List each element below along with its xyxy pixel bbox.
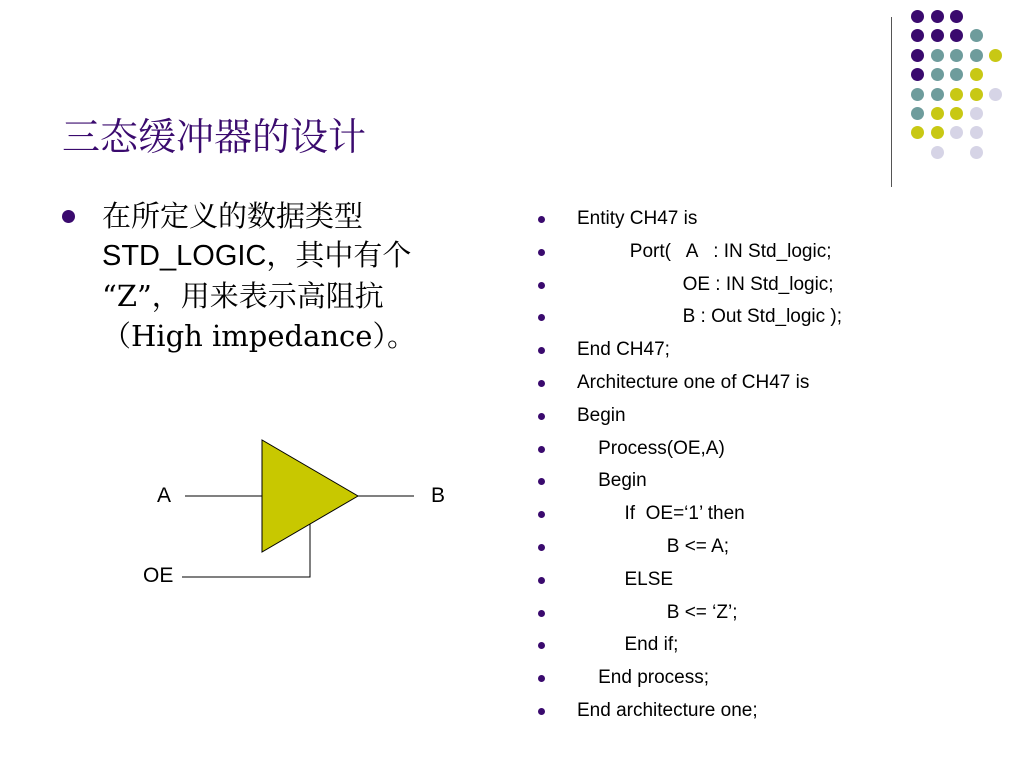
vhdl-code-list — [538, 203, 1008, 728]
round-bullet-icon — [538, 708, 545, 715]
code-line-text: B : Out Std_logic ); — [577, 306, 843, 328]
output-label-b: B — [431, 484, 446, 507]
decorative-dot — [911, 88, 924, 101]
code-line-text: ELSE — [577, 568, 674, 590]
decorative-dot — [950, 88, 963, 101]
code-line — [538, 498, 1008, 531]
round-bullet-icon — [538, 380, 545, 387]
code-line — [538, 695, 1008, 728]
decorative-dot — [931, 68, 944, 81]
round-bullet-icon — [538, 544, 545, 551]
decorative-dot — [950, 49, 963, 62]
code-line — [538, 662, 1008, 695]
decorative-dot — [970, 49, 983, 62]
decorative-dot — [989, 88, 1002, 101]
code-line — [538, 301, 1008, 334]
round-bullet-icon — [538, 675, 545, 682]
decorative-dot — [911, 29, 924, 42]
decorative-dot — [931, 29, 944, 42]
decorative-dot — [989, 49, 1002, 62]
decorative-dot — [950, 68, 963, 81]
code-line — [538, 629, 1008, 662]
decorative-dot — [950, 29, 963, 42]
decorative-dot — [970, 29, 983, 42]
code-line-text: Begin — [577, 404, 626, 426]
dot-grid-decoration — [900, 10, 1010, 170]
round-bullet-icon — [538, 511, 545, 518]
code-line — [538, 236, 1008, 269]
input-label-a: A — [157, 484, 172, 507]
tristate-buffer-icon — [130, 430, 430, 600]
decorative-dot — [950, 10, 963, 23]
round-bullet-icon — [538, 314, 545, 321]
code-line-text: B <= ‘Z’; — [577, 601, 738, 623]
enable-label-oe: OE — [143, 564, 174, 587]
decorative-dot — [970, 146, 983, 159]
decorative-dot — [931, 88, 944, 101]
round-bullet-icon — [538, 577, 545, 584]
description-line-1: 在所定义的数据类型 — [102, 199, 364, 233]
decorative-dot — [970, 107, 983, 120]
code-line-text: Entity CH47 is — [577, 208, 698, 229]
round-bullet-icon — [538, 216, 545, 223]
decorative-dot — [970, 88, 983, 101]
code-line-text: OE : IN Std_logic; — [577, 273, 834, 295]
round-bullet-icon — [538, 446, 545, 453]
code-line — [538, 597, 1008, 630]
round-bullet-icon — [538, 347, 545, 354]
code-line-text: If OE=‘1’ then — [577, 503, 745, 525]
description-line-2: STD_LOGIC，其中有个 — [102, 240, 412, 272]
description-line-3: “Z”，用来表示高阻抗 — [102, 279, 384, 313]
code-line — [538, 433, 1008, 466]
code-line-text: End architecture one; — [577, 699, 758, 721]
decorative-dot — [950, 126, 963, 139]
code-line — [538, 400, 1008, 433]
code-line — [538, 334, 1008, 367]
tristate-buffer-diagram — [130, 430, 446, 600]
code-line-text: Process(OE,A) — [577, 437, 725, 459]
code-line — [538, 367, 1008, 400]
code-line-text: End CH47; — [577, 339, 670, 361]
decorative-dot — [911, 10, 924, 23]
decorative-dot — [931, 107, 944, 120]
decorative-dot — [911, 49, 924, 62]
decorative-dot — [931, 10, 944, 23]
code-line-text: End if; — [577, 634, 679, 656]
code-line — [538, 531, 1008, 564]
round-bullet-icon — [62, 210, 75, 223]
round-bullet-icon — [538, 282, 545, 289]
code-line-text: Begin — [577, 470, 647, 492]
round-bullet-icon — [538, 642, 545, 649]
round-bullet-icon — [538, 249, 545, 256]
code-line-text: End process; — [577, 667, 710, 689]
round-bullet-icon — [538, 413, 545, 420]
decorative-dot — [931, 126, 944, 139]
description-line-4: （High impedance）。 — [102, 319, 416, 353]
decorative-dot — [911, 126, 924, 139]
decorative-dot — [911, 107, 924, 120]
description-bullet — [62, 196, 492, 356]
decorative-dot — [970, 68, 983, 81]
description-text — [102, 196, 492, 356]
round-bullet-icon — [538, 610, 545, 617]
code-line-text: Architecture one of CH47 is — [577, 371, 810, 393]
divider-line — [891, 17, 892, 187]
code-line — [538, 465, 1008, 498]
decorative-dot — [931, 49, 944, 62]
code-line — [538, 564, 1008, 597]
round-bullet-icon — [538, 478, 545, 485]
code-line — [538, 269, 1008, 302]
decorative-dot — [950, 107, 963, 120]
decorative-dot — [911, 68, 924, 81]
code-line-text: B <= A; — [577, 535, 730, 557]
slide-title: 三态缓冲器的设计 — [62, 115, 367, 159]
decorative-dot — [970, 126, 983, 139]
code-line — [538, 203, 1008, 236]
decorative-dot — [931, 146, 944, 159]
code-line-text: Port( A : IN Std_logic; — [577, 240, 832, 262]
